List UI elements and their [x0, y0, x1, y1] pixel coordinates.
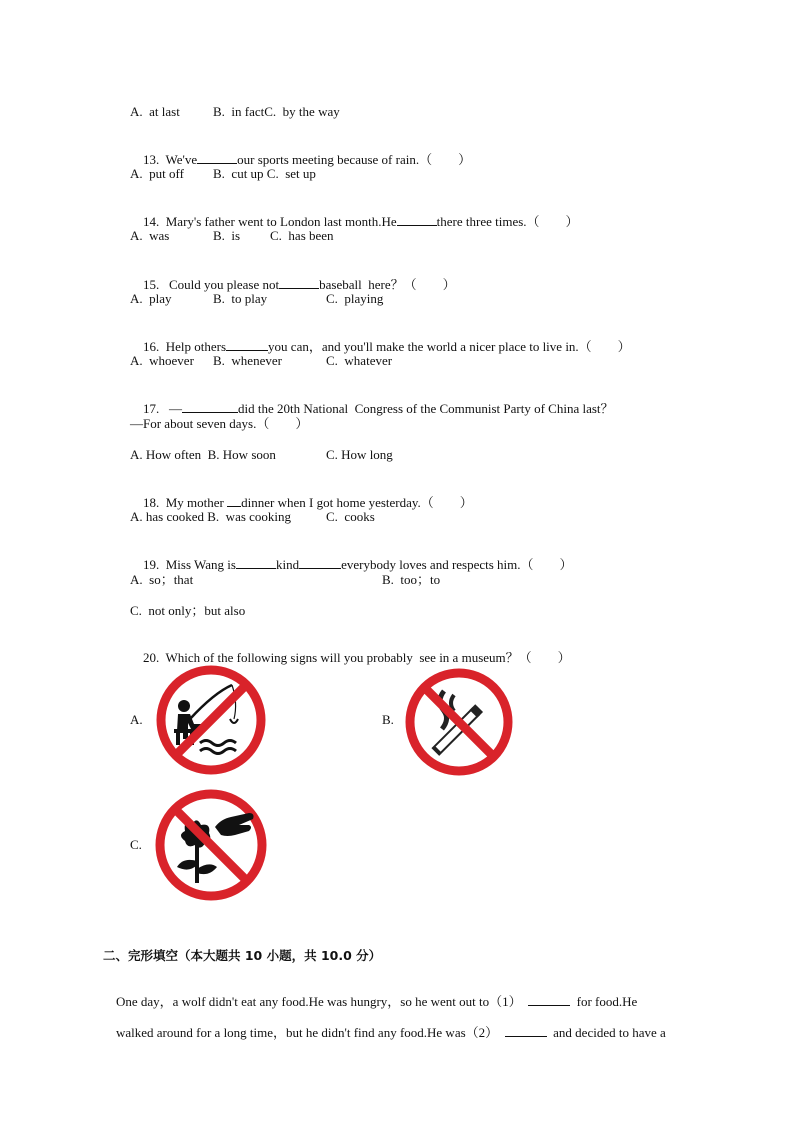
no-fishing-sign-icon: [154, 663, 268, 777]
q15-blank: [279, 276, 319, 289]
q18-text-post: dinner when I got home yesterday.（ ）: [241, 495, 473, 510]
q16-blank: [226, 338, 268, 351]
no-smoking-sign-icon: [404, 667, 514, 777]
q13-option-a: A. put off: [130, 166, 184, 181]
q18-text-pre: My mother: [165, 495, 228, 510]
q13-number: 13.: [143, 152, 160, 167]
q14-option-c: C. has been: [270, 228, 334, 243]
cloze-blank-2: [505, 1024, 547, 1037]
q18-option-c: C. cooks: [326, 509, 375, 524]
q14-text-post: there three times.（ ）: [436, 214, 579, 229]
q13-blank: [197, 151, 237, 164]
section2-heading: 二、完形填空（本大题共 10 小题，共 10.0 分）: [103, 948, 382, 963]
q19-option-a: A. so；that: [130, 572, 194, 587]
q16-text-pre: Help others: [165, 339, 227, 354]
q20-text: Which of the following signs will you probably see in a museum？（ ）: [165, 650, 571, 665]
q14-blank: [397, 213, 437, 226]
cloze-text-2b: and decided to have a: [553, 1025, 666, 1040]
q14-option-a: A. was: [130, 228, 170, 243]
q19-text-mid: kind: [275, 557, 300, 572]
q19-blank-2: [299, 556, 341, 569]
q15-text-post: baseball here？（ ）: [319, 277, 456, 292]
q15-option-b: B. to play: [213, 291, 268, 306]
q14-number: 14.: [143, 214, 160, 229]
q19-question: [130, 540, 573, 589]
q18-option-ab: A. has cooked B. was cooking: [130, 509, 292, 524]
q13-option-bc: B. cut up C. set up: [213, 166, 316, 181]
q17-option-c: C. How long: [326, 447, 393, 462]
q17-dash: —: [169, 401, 182, 416]
q17-blank: [182, 400, 238, 413]
q15-text-pre: Could you please not: [169, 277, 280, 292]
q17-number: 17.: [143, 401, 160, 416]
q15-option-c: C. playing: [326, 291, 384, 306]
q14-option-b: B. is: [213, 228, 241, 243]
q17-text-post: did the 20th National Congress of the Communist Party of China last？: [238, 401, 614, 416]
q16-text-post: you can，and you'll make the world a nicer place to live in.（ ）: [268, 339, 631, 354]
q18-blank: [227, 494, 241, 507]
q13-text-post: our sports meeting because of rain.（ ）: [237, 152, 472, 167]
q13-text-pre: We've: [165, 152, 198, 167]
cloze-text-1b: for food.He: [576, 994, 638, 1009]
q19-option-c: C. not only；but also: [130, 603, 246, 618]
q12-option-bc: B. in factC. by the way: [213, 104, 340, 119]
q15-number: 15.: [143, 277, 160, 292]
q19-option-b: B. too；to: [382, 572, 441, 587]
q17-option-ab: A. How often B. How soon: [130, 447, 276, 462]
cloze-text-1: One day，a wolf didn't eat any food.He was hungry，so he went out to（1）: [116, 994, 522, 1009]
cloze-blank-1: [528, 993, 570, 1006]
q16-option-b: B. whenever: [213, 353, 282, 368]
q16-option-c: C. whatever: [326, 353, 393, 368]
q19-text-pre: Miss Wang is: [165, 557, 236, 572]
cloze-text-2: walked around for a long time，but he didn't find any food.He was（2）: [116, 1025, 499, 1040]
q16-number: 16.: [143, 339, 160, 354]
q16-option-a: A. whoever: [130, 353, 194, 368]
section2-paragraph-line2: [103, 1008, 666, 1057]
q20-number: 20.: [143, 650, 160, 665]
q20-option-c-label: C.: [130, 837, 142, 852]
q15-option-a: A. play: [130, 291, 172, 306]
q20-option-a-label: A.: [130, 712, 143, 727]
q18-number: 18.: [143, 495, 160, 510]
q14-question: [130, 197, 579, 246]
q19-number: 19.: [143, 557, 160, 572]
q20-option-b-label: B.: [382, 712, 394, 727]
q17-reply: —For about seven days.（ ）: [130, 416, 309, 431]
q15-question: [130, 260, 456, 309]
q19-blank-1: [236, 556, 276, 569]
q12-option-a: A. at last: [130, 104, 180, 119]
q14-text-pre: Mary's father went to London last month.He: [165, 214, 397, 229]
q19-text-post: everybody loves and respects him.（ ）: [341, 557, 573, 572]
no-picking-flowers-sign-icon: [153, 787, 269, 903]
